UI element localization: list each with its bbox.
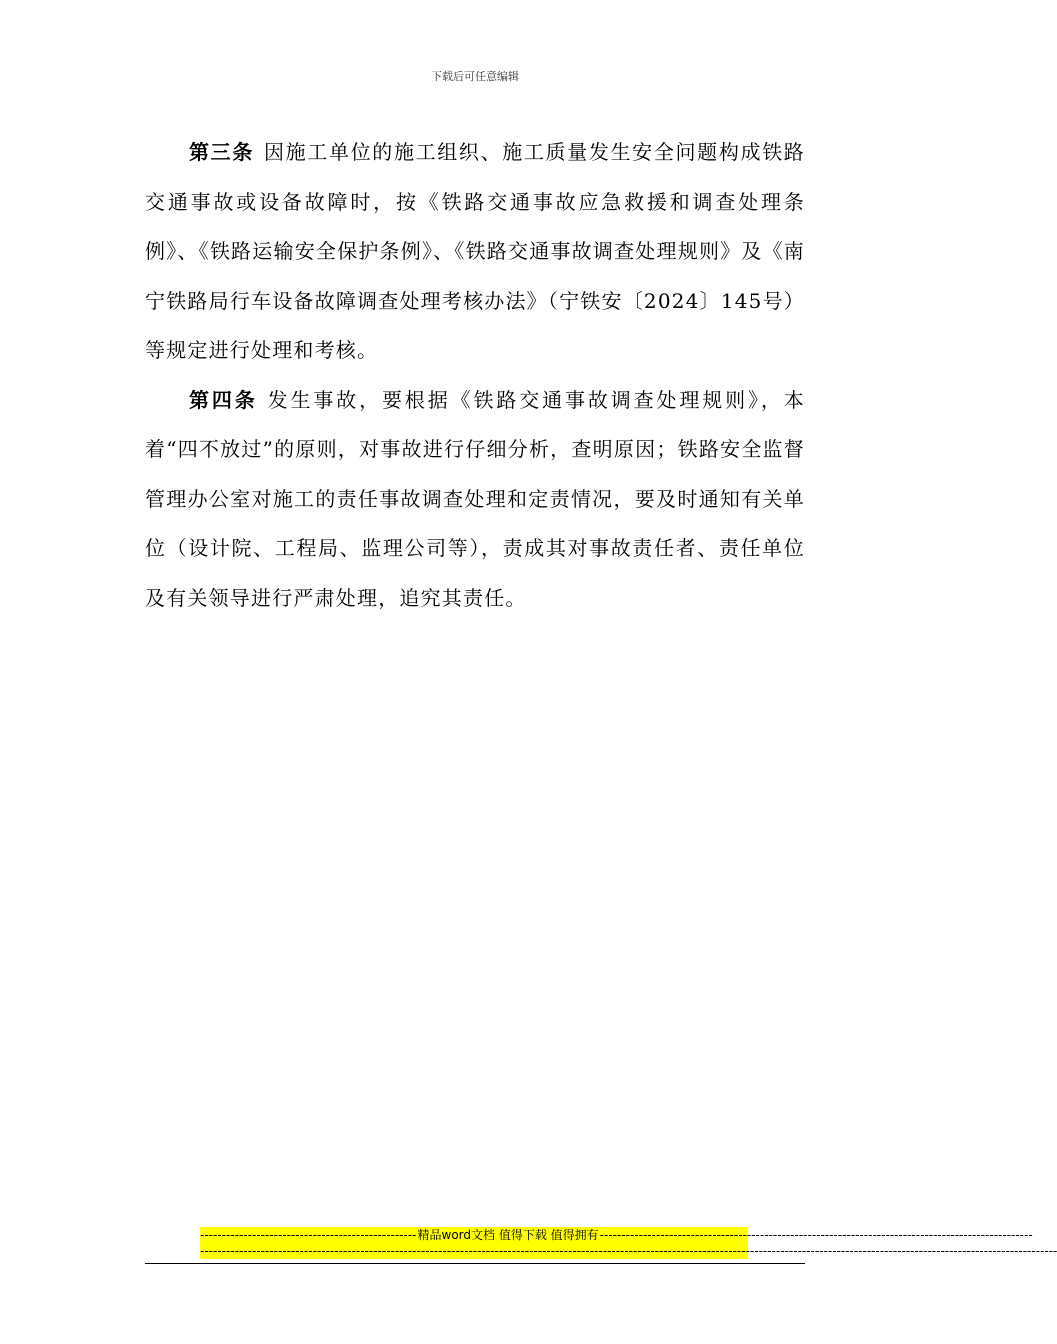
- article-3-text: 因施工单位的施工组织、施工质量发生安全问题构成铁路交通事故或设备故障时，按《铁路交通事故应急救援和调查处理条例》、《铁路运输安全保护条例》、《铁路交通事故调查处理规则》及《南宁铁路局行车设备故障调查处理考核办法》（宁铁安〔2024〕145号）等规定进行处理和考核。: [145, 140, 805, 362]
- article-3-number: 第三条: [189, 140, 254, 164]
- footer-banner: [200, 1227, 1057, 1259]
- footer-banner-text: 精品word文档 值得下载 值得拥有: [417, 1228, 599, 1242]
- article-4-number: 第四条: [189, 387, 258, 412]
- article-4: [145, 376, 805, 624]
- article-3: [145, 128, 805, 376]
- dash-divider-right: ----------------------------------------------------------------------------------------------------: [599, 1228, 1033, 1242]
- article-4-text: 发生事故，要根据《铁路交通事故调查处理规则》，本着“四不放过”的原则，对事故进行仔细分析，查明原因；铁路安全监督管理办公室对施工的责任事故调查处理和定责情况，要及时通知有关单位（设计院、工程局、监理公司等），责成其对事故责任者、责任单位及有关领导进行严肃处理，追究其责任。: [145, 387, 805, 610]
- page-header-note: 下载后可任意编辑: [431, 70, 519, 83]
- dash-divider-left: --------------------------------------------------: [200, 1228, 417, 1242]
- dash-divider-full: ------------------------------------------------------------------------------------------------------------------------------------------------------------------------------------------------------: [200, 1244, 1057, 1258]
- footer-banner-line-2: [200, 1243, 1057, 1259]
- footer-divider-line: [145, 1263, 805, 1264]
- document-body: [145, 128, 805, 623]
- footer-banner-line-1: [200, 1227, 1033, 1243]
